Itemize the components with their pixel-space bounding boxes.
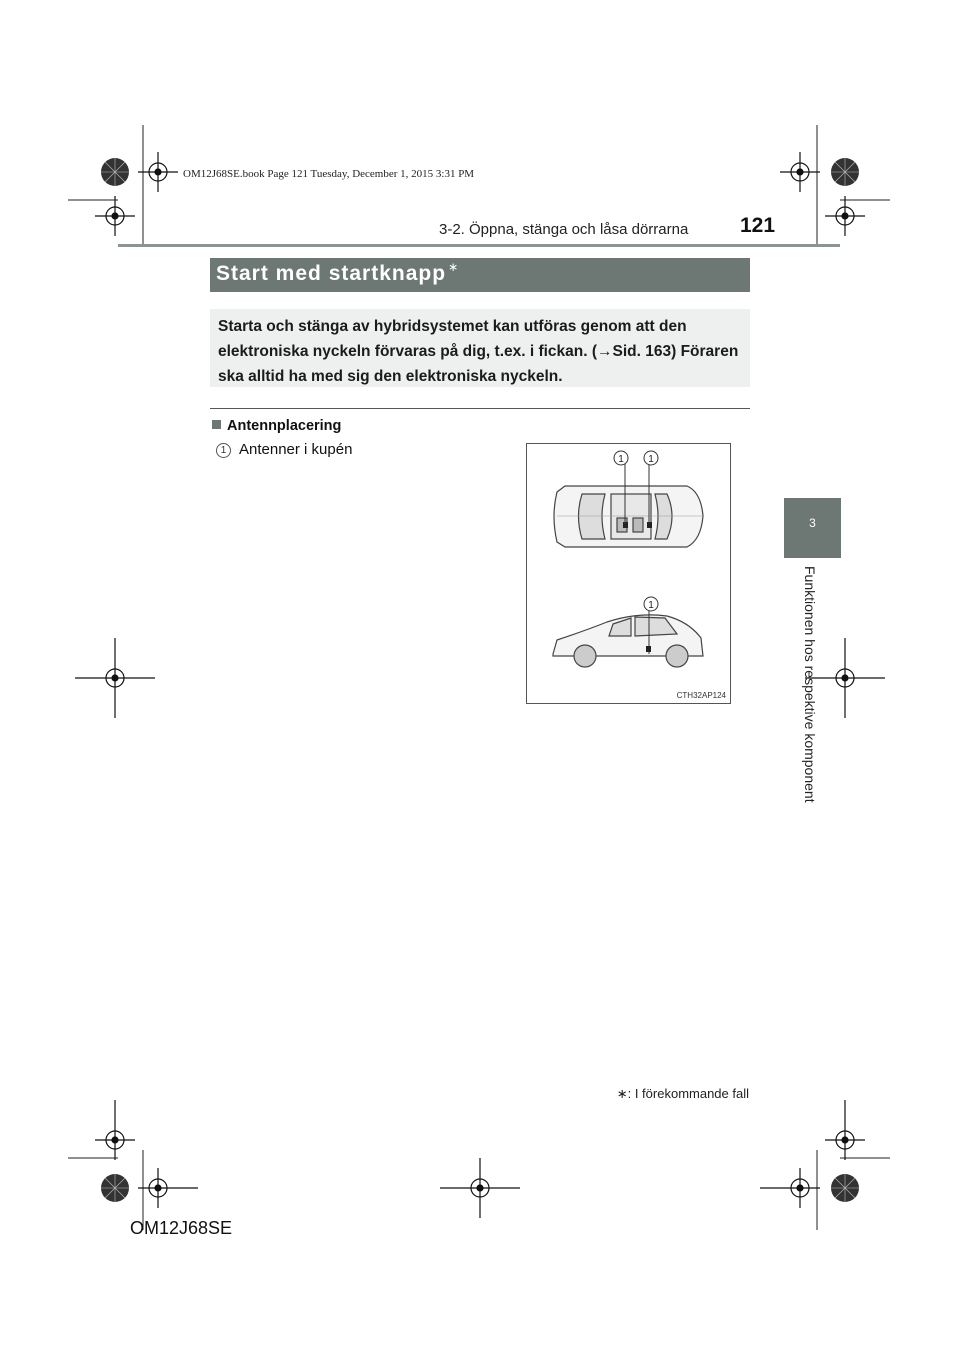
car-illustration — [527, 444, 730, 703]
car-top-view — [554, 486, 703, 547]
circled-number-icon: 1 — [216, 443, 231, 458]
callout-label: 1 — [648, 600, 654, 611]
section-title-text: Start med startknapp — [216, 262, 447, 285]
list-item — [216, 441, 352, 458]
chapter-number: 3 — [809, 516, 816, 530]
intro-divider — [210, 408, 750, 409]
callout-label: 1 — [618, 454, 624, 465]
page-number: 121 — [740, 214, 776, 237]
subsection-heading — [212, 418, 341, 434]
antenna-marker-icon — [646, 646, 651, 652]
chapter-title-vertical: Funktionen hos respektive komponent — [802, 566, 818, 803]
header-rule — [118, 244, 840, 247]
list-item-text: Antenner i kupén — [239, 441, 353, 458]
asterisk-marker: ∗ — [448, 260, 460, 274]
book-info-line: OM12J68SE.book Page 121 Tuesday, December 1, 2015 3:31 PM — [183, 168, 475, 180]
document-code: OM12J68SE — [130, 1218, 233, 1238]
running-header-title: 3-2. Öppna, stänga och låsa dörrarna — [439, 221, 689, 238]
callout-label: 1 — [648, 454, 654, 465]
square-bullet-icon — [212, 420, 221, 429]
figure-code: CTH32AP124 — [676, 691, 726, 700]
subsection-heading-text: Antennplacering — [227, 418, 342, 434]
antenna-location-figure — [526, 443, 731, 704]
intro-text: Starta och stänga av hybridsystemet kan utföras genom att den elektroniska nyckeln förvaras på dig, t.ex. i fickan. (→Sid. 163) Föraren ska alltid ha med sig den elektroniska nyckeln. — [218, 318, 739, 385]
section-title — [216, 262, 459, 286]
footnote: ∗: I förekommande fall — [616, 1086, 749, 1101]
car-side-view — [553, 615, 703, 667]
